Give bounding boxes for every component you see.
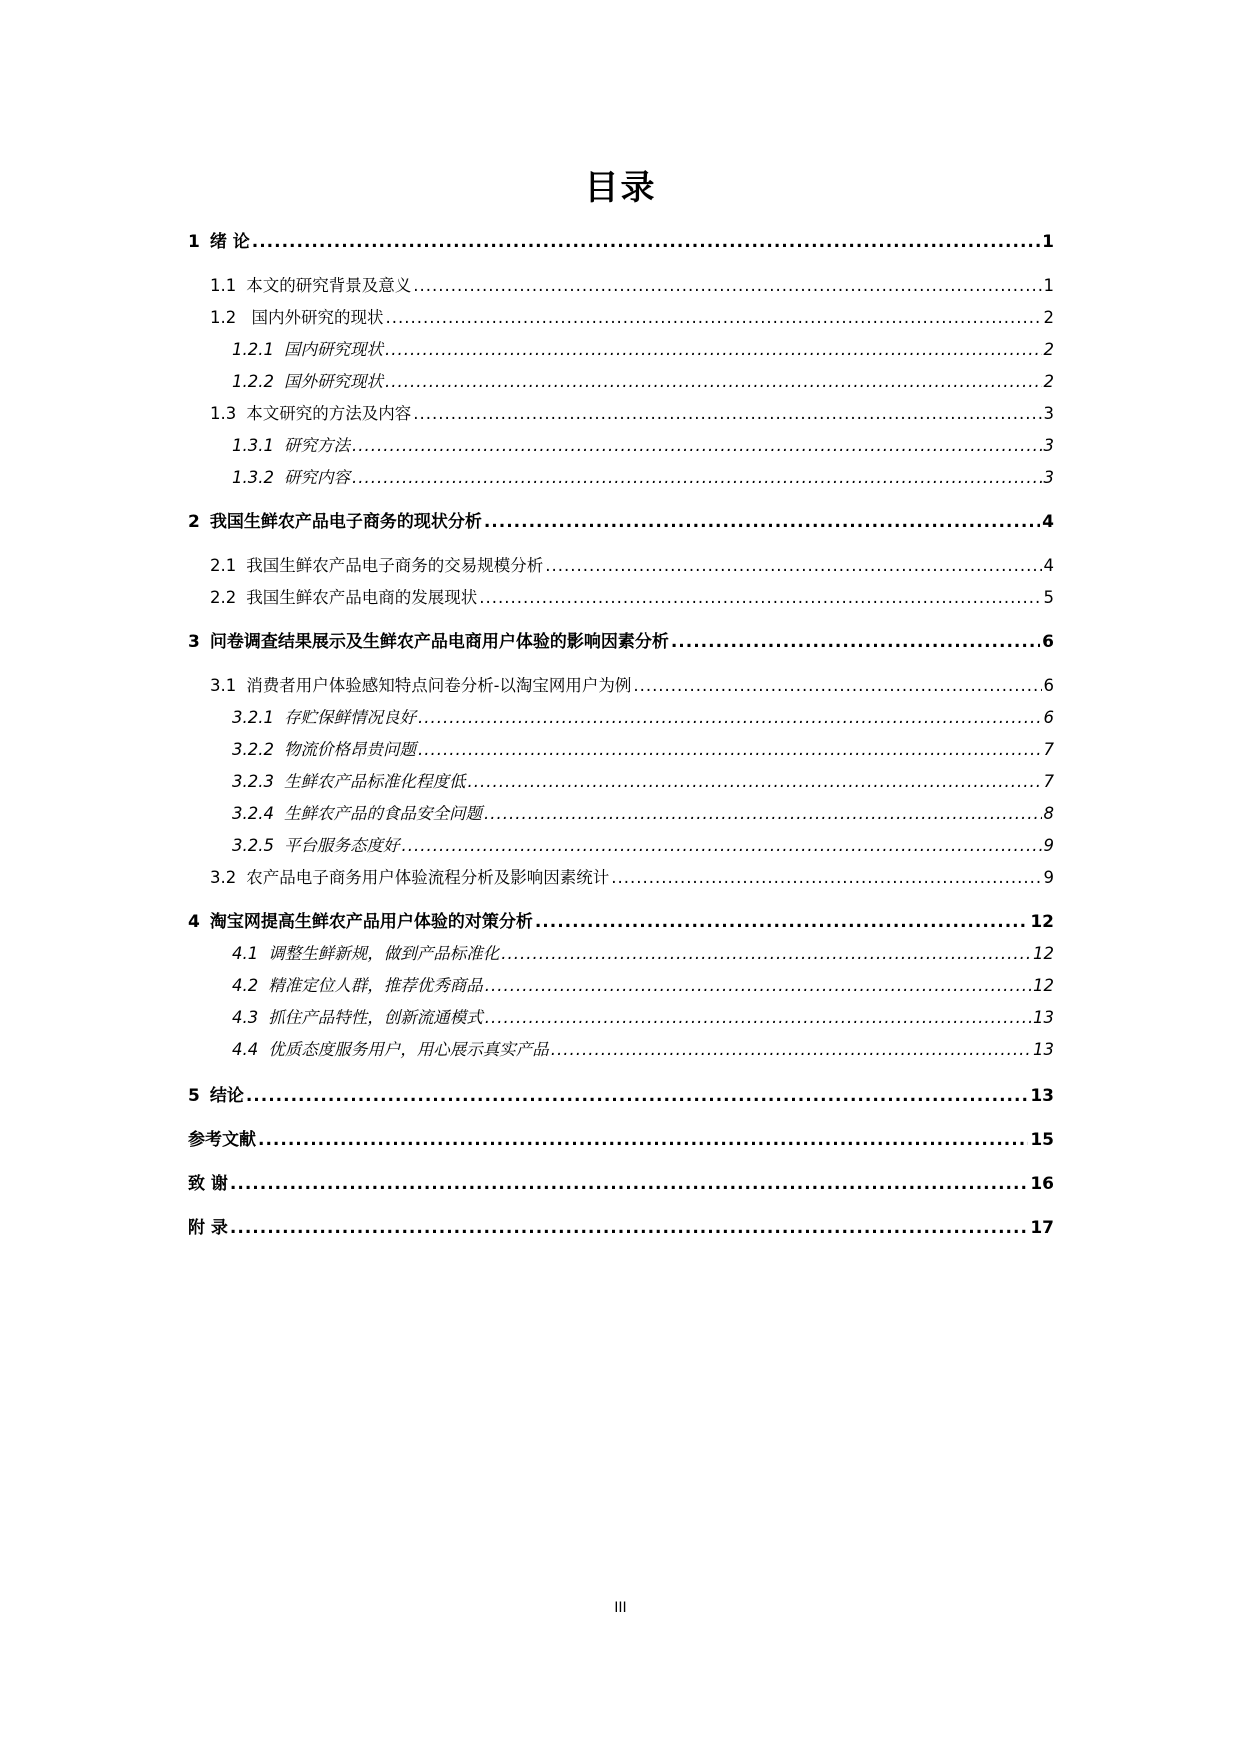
toc-entry-page: 9	[1043, 836, 1054, 855]
dot-leader	[401, 830, 1041, 862]
toc-entry-label	[232, 366, 383, 398]
dot-leader	[385, 334, 1042, 366]
dot-leader	[385, 366, 1042, 398]
toc-entry-page: 13	[1030, 1086, 1054, 1106]
toc-entry-number: 4.2	[232, 976, 259, 995]
toc-entry[interactable]	[188, 938, 1054, 970]
toc-entry-page: 9	[1043, 868, 1054, 887]
toc-entry[interactable]	[188, 1080, 1054, 1112]
toc-entry-page: 6	[1043, 676, 1054, 695]
toc-entry-page: 6	[1043, 708, 1054, 727]
toc-entry-label	[232, 970, 483, 1002]
toc-entry-label	[188, 506, 482, 538]
toc-entry[interactable]	[188, 582, 1054, 614]
dot-leader	[633, 670, 1041, 702]
toc-entry[interactable]	[188, 734, 1054, 766]
dot-leader	[501, 938, 1031, 970]
toc-entry-label	[232, 766, 465, 798]
toc-entry[interactable]	[188, 862, 1054, 894]
toc-entry-label	[210, 270, 411, 302]
toc-entry-number: 3.2.5	[232, 836, 274, 855]
toc-entry-label	[232, 830, 399, 862]
toc-entry-title: 研究方法	[283, 436, 350, 455]
toc-entry-label	[210, 302, 384, 334]
toc-entry-page: 2	[1043, 308, 1054, 327]
toc-entry-number: 3.2.3	[232, 772, 274, 791]
toc-entry-page: 17	[1030, 1218, 1054, 1238]
toc-entry-page: 7	[1043, 740, 1054, 759]
toc-entry-label	[210, 582, 477, 614]
toc-entry-number: 1.3	[210, 404, 237, 423]
table-of-contents	[188, 226, 1054, 1244]
toc-entry-number: 2.2	[210, 588, 237, 607]
toc-entry-label	[210, 862, 609, 894]
toc-title: 目录	[584, 168, 657, 208]
toc-entry-label	[188, 226, 250, 258]
dot-leader	[485, 970, 1031, 1002]
toc-entry-number: 4.3	[232, 1008, 259, 1027]
toc-entry[interactable]	[188, 798, 1054, 830]
toc-entry-number: 3.2	[210, 868, 237, 887]
toc-entry[interactable]	[188, 334, 1054, 366]
toc-entry-number: 2	[188, 512, 200, 532]
toc-entry-label	[188, 1168, 228, 1200]
toc-entry-page: 13	[1033, 1040, 1054, 1059]
toc-entry[interactable]	[188, 302, 1054, 334]
toc-entry-page: 1	[1043, 276, 1054, 295]
toc-entry-page: 7	[1043, 772, 1054, 791]
toc-entry-title: 我国生鲜农产品电子商务的交易规模分析	[246, 556, 544, 575]
toc-entry-number: 1.1	[210, 276, 237, 295]
toc-entry-label	[210, 398, 411, 430]
dot-leader	[230, 1212, 1028, 1244]
toc-entry-label	[188, 906, 533, 938]
toc-entry-label	[188, 1212, 228, 1244]
toc-entry-label	[232, 938, 499, 970]
dot-leader	[611, 862, 1041, 894]
toc-entry-title: 我国生鲜农产品电子商务的现状分析	[209, 512, 482, 532]
dot-leader	[418, 702, 1042, 734]
toc-entry-number: 1.3.2	[232, 468, 274, 487]
toc-entry-page: 16	[1030, 1174, 1054, 1194]
toc-entry-label	[210, 550, 543, 582]
toc-entry-title: 抓住产品特性，创新流通模式	[268, 1008, 483, 1027]
toc-entry-number: 2.1	[210, 556, 237, 575]
toc-entry[interactable]	[188, 1168, 1054, 1200]
toc-entry-number: 1.2	[210, 308, 237, 327]
dot-leader	[246, 1080, 1028, 1112]
toc-entry-page: 12	[1033, 976, 1054, 995]
dot-leader	[352, 430, 1042, 462]
toc-entry-title: 生鲜农产品的食品安全问题	[283, 804, 482, 823]
toc-entry-title: 绪 论	[209, 232, 250, 252]
toc-entry-label	[188, 1124, 256, 1156]
dot-leader	[485, 1002, 1031, 1034]
toc-entry-page: 1	[1042, 232, 1054, 252]
toc-entry[interactable]	[188, 506, 1054, 538]
toc-entry-title: 国内研究现状	[283, 340, 383, 359]
dot-leader	[352, 462, 1042, 494]
toc-entry-label	[232, 1002, 483, 1034]
toc-entry-number: 1.2.1	[232, 340, 274, 359]
toc-entry-number: 5	[188, 1086, 200, 1106]
toc-entry-title: 本文的研究背景及意义	[246, 276, 412, 295]
toc-entry[interactable]	[188, 462, 1054, 494]
toc-entry-label	[188, 1080, 244, 1112]
toc-entry-number: 4	[188, 912, 200, 932]
toc-entry[interactable]	[188, 906, 1054, 938]
dot-leader	[413, 270, 1041, 302]
dot-leader	[671, 626, 1040, 658]
toc-entry-page: 6	[1042, 632, 1054, 652]
toc-entry-number: 3	[188, 632, 200, 652]
dot-leader	[418, 734, 1042, 766]
toc-entry[interactable]	[188, 766, 1054, 798]
toc-entry-page: 4	[1043, 556, 1054, 575]
toc-entry-title: 优质态度服务用户，用心展示真实产品	[268, 1040, 549, 1059]
dot-leader	[484, 506, 1040, 538]
toc-entry-title: 本文研究的方法及内容	[246, 404, 412, 423]
toc-entry-title: 调整生鲜新规，做到产品标准化	[268, 944, 500, 963]
toc-entry[interactable]	[188, 398, 1054, 430]
toc-entry-title: 精准定位人群，推荐优秀商品	[268, 976, 483, 995]
toc-entry-label	[232, 430, 350, 462]
toc-entry[interactable]	[188, 1212, 1054, 1244]
toc-entry-title: 致 谢	[188, 1174, 228, 1194]
toc-entry-title: 淘宝网提高生鲜农产品用户体验的对策分析	[209, 912, 533, 932]
toc-entry-page: 12	[1030, 912, 1054, 932]
toc-entry-page: 2	[1043, 340, 1054, 359]
toc-entry[interactable]	[188, 430, 1054, 462]
toc-entry[interactable]	[188, 550, 1054, 582]
toc-entry-title: 存贮保鲜情况良好	[283, 708, 416, 727]
toc-entry-page: 5	[1043, 588, 1054, 607]
toc-entry-page: 13	[1033, 1008, 1054, 1027]
dot-leader	[258, 1124, 1028, 1156]
dot-leader	[484, 798, 1042, 830]
toc-entry-label	[232, 462, 350, 494]
toc-entry-title: 问卷调查结果展示及生鲜农产品电商用户体验的影响因素分析	[209, 632, 669, 652]
toc-entry-number: 1.2.2	[232, 372, 274, 391]
toc-entry[interactable]	[188, 1034, 1054, 1066]
dot-leader	[551, 1034, 1031, 1066]
toc-entry-page: 15	[1030, 1130, 1054, 1150]
toc-entry-page: 3	[1043, 404, 1054, 423]
toc-entry-page: 8	[1043, 804, 1054, 823]
toc-entry[interactable]	[188, 702, 1054, 734]
toc-entry-number: 1	[188, 232, 200, 252]
toc-entry-label	[232, 734, 416, 766]
toc-entry-page: 2	[1043, 372, 1054, 391]
toc-entry-title: 物流价格昂贵问题	[283, 740, 416, 759]
toc-entry-label	[232, 702, 416, 734]
toc-entry-number: 3.2.1	[232, 708, 274, 727]
toc-entry-number: 3.1	[210, 676, 237, 695]
toc-entry-number: 4.1	[232, 944, 259, 963]
toc-entry[interactable]	[188, 626, 1054, 658]
dot-leader	[467, 766, 1041, 798]
toc-entry-page: 3	[1043, 436, 1054, 455]
toc-entry-title: 结论	[209, 1086, 244, 1106]
toc-entry-label	[188, 626, 669, 658]
toc-entry[interactable]	[188, 270, 1054, 302]
dot-leader	[386, 302, 1042, 334]
toc-entry-title: 国内外研究的现状	[246, 308, 384, 327]
toc-entry[interactable]	[188, 226, 1054, 258]
toc-entry[interactable]	[188, 1002, 1054, 1034]
toc-entry-title: 国外研究现状	[283, 372, 383, 391]
toc-entry-title: 生鲜农产品标准化程度低	[283, 772, 466, 791]
dot-leader	[535, 906, 1028, 938]
toc-entry[interactable]	[188, 670, 1054, 702]
toc-entry-number: 4.4	[232, 1040, 259, 1059]
dot-leader	[413, 398, 1041, 430]
toc-entry-page: 3	[1043, 468, 1054, 487]
toc-entry-number: 3.2.4	[232, 804, 274, 823]
toc-entry[interactable]	[188, 970, 1054, 1002]
dot-leader	[230, 1168, 1028, 1200]
toc-entry[interactable]	[188, 366, 1054, 398]
toc-entry-label	[210, 670, 631, 702]
toc-entry[interactable]	[188, 1124, 1054, 1156]
toc-entry-number: 3.2.2	[232, 740, 274, 759]
dot-leader	[252, 226, 1040, 258]
toc-entry-label	[232, 798, 482, 830]
toc-entry-title: 附 录	[188, 1218, 228, 1238]
toc-entry[interactable]	[188, 830, 1054, 862]
toc-entry-number: 1.3.1	[232, 436, 274, 455]
toc-entry-page: 12	[1033, 944, 1054, 963]
dot-leader	[479, 582, 1041, 614]
dot-leader	[545, 550, 1041, 582]
toc-entry-label	[232, 1034, 549, 1066]
toc-entry-page: 4	[1042, 512, 1054, 532]
page-number-footer: III	[614, 1600, 627, 1616]
toc-entry-title: 平台服务态度好	[283, 836, 400, 855]
toc-entry-title: 农产品电子商务用户体验流程分析及影响因素统计	[246, 868, 610, 887]
toc-entry-label	[232, 334, 383, 366]
toc-entry-title: 参考文献	[188, 1130, 256, 1150]
toc-entry-title: 研究内容	[283, 468, 350, 487]
toc-entry-title: 消费者用户体验感知特点问卷分析-以淘宝网用户为例	[246, 676, 632, 695]
toc-entry-title: 我国生鲜农产品电商的发展现状	[246, 588, 478, 607]
